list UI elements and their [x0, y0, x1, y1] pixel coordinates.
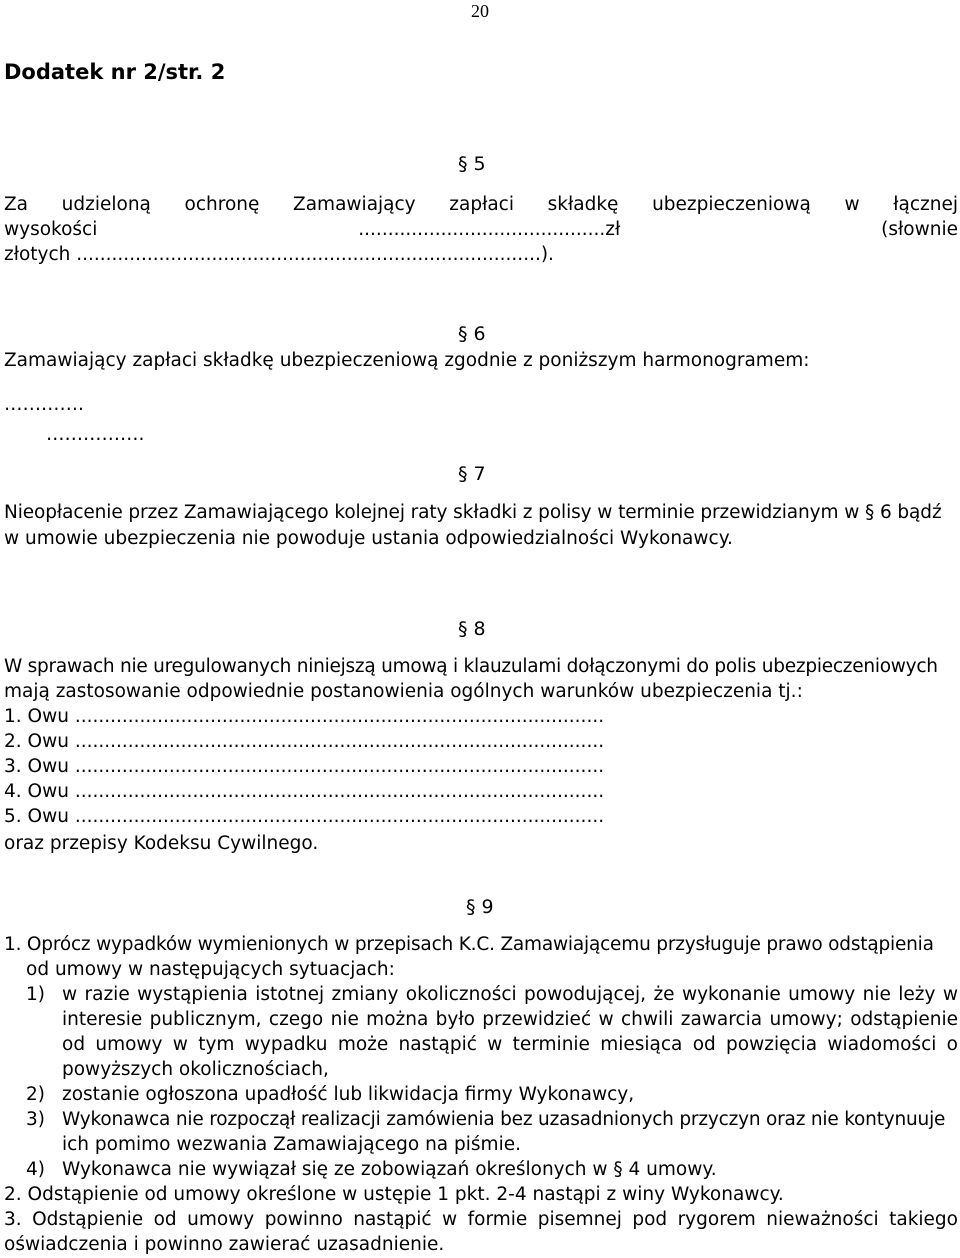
subpoint-1-line-1: w razie wystąpienia istotnej zmiany okoliczności powodującej, że wykonanie umowy nie leży w — [62, 984, 958, 1005]
section-5-text-line-3: złotych ...............................................................................). — [4, 244, 554, 265]
section-8-text-line-1: W sprawach nie uregulowanych niniejszą umową i klauzulami dołączonymi do polis ubezpieczeniowych — [4, 656, 938, 677]
subpoint-1-line-3: od umowy w tym wypadku może nastąpić w terminie miesiąca od powzięcia wiadomości o — [62, 1034, 958, 1055]
subpoint-3-number: 3) — [26, 1109, 45, 1130]
subpoint-1-line-4: powyższych okolicznościach, — [62, 1059, 329, 1080]
section-8-heading: § 8 — [458, 618, 486, 640]
owu-list-item: 5. Owu .......................................................................................... — [4, 806, 605, 827]
subpoint-2-number: 2) — [26, 1084, 45, 1105]
subpoint-3-line-2: ich pomimo wezwania Zamawiającego na piśmie. — [62, 1134, 521, 1155]
section-8-text-line-2: mają zastosowanie odpowiednie postanowienia ogólnych warunków ubezpieczenia tj.: — [4, 681, 803, 702]
subpoint-4-number: 4) — [26, 1159, 45, 1180]
subpoint-1-line-2: interesie publicznym, czego nie można było przewidzieć w chwili zawarcia umowy; odstąpienie — [62, 1009, 958, 1030]
subpoint-2-line-1: zostanie ogłoszona upadłość lub likwidacja firmy Wykonawcy, — [62, 1084, 635, 1105]
section-9-point-2: 2. Odstąpienie od umowy określone w ustępie 1 pkt. 2-4 nastąpi z winy Wykonawcy. — [4, 1184, 784, 1205]
section-9-point-3-line-1: 3. Odstąpienie od umowy powinno nastąpić w formie pisemnej pod rygorem nieważności takiego — [4, 1209, 958, 1230]
section-9-point-1-line-2: od umowy w następujących sytuacjach: — [26, 959, 395, 980]
owu-list-item: 2. Owu .......................................................................................... — [4, 731, 605, 752]
subpoint-4-line-1: Wykonawca nie wywiązał się ze zobowiązań określonych w § 4 umowy. — [62, 1159, 717, 1180]
document-title: Dodatek nr 2/str. 2 — [4, 60, 226, 84]
section-6-heading: § 6 — [458, 323, 486, 345]
section-6-dots-1: …………. — [4, 394, 84, 415]
section-5-heading: § 5 — [458, 153, 486, 175]
section-8-closing: oraz przepisy Kodeksu Cywilnego. — [4, 833, 319, 854]
owu-list-item: 4. Owu .......................................................................................... — [4, 781, 605, 802]
owu-list-item: 3. Owu .......................................................................................... — [4, 756, 605, 777]
section-6-text-line-1: Zamawiający zapłaci składkę ubezpieczeniową zgodnie z poniższym harmonogramem: — [4, 350, 810, 371]
section-5-text-line-1: Za udzieloną ochronę Zamawiający zapłaci składkę ubezpieczeniową w łącznej — [4, 194, 958, 215]
section-9-point-3-line-2: oświadczenia i powinno zawierać uzasadnienie. — [4, 1234, 445, 1255]
section-7-text-line-2: w umowie ubezpieczenia nie powoduje ustania odpowiedzialności Wykonawcy. — [4, 528, 733, 549]
section-6-dots-2: ……………. — [46, 424, 145, 445]
section-7-heading: § 7 — [458, 463, 486, 485]
section-9-point-1-line-1: 1. Oprócz wypadków wymienionych w przepisach K.C. Zamawiającemu przysługuje prawo odstąpienia — [4, 934, 934, 955]
section-7-text-line-1: Nieopłacenie przez Zamawiającego kolejnej raty składki z polisy w terminie przewidzianym w § 6 bądź — [4, 502, 942, 523]
page-number: 20 — [471, 1, 489, 21]
owu-list-item: 1. Owu .......................................................................................... — [4, 706, 605, 727]
subpoint-1-number: 1) — [26, 984, 45, 1005]
subpoint-3-line-1: Wykonawca nie rozpoczął realizacji zamówienia bez uzasadnionych przyczyn oraz nie kontynuuje — [62, 1109, 946, 1130]
section-9-heading: § 9 — [466, 896, 494, 918]
section-5-text-line-2: wysokości ..........................................zł (słownie — [4, 219, 958, 240]
